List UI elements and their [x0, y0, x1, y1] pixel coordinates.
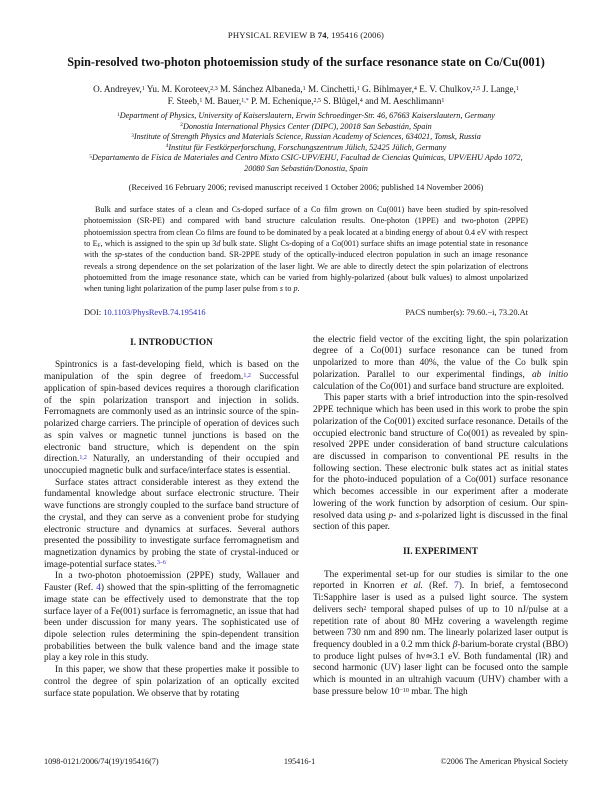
text-run: DOI:	[84, 307, 104, 317]
text-run: 1	[302, 85, 306, 92]
affiliation-4	[0, 143, 612, 154]
text-run: Surface states attract considerable interest as they extend the fundamental knowledge about surface electronic structure. Their wave functions are strongly coupled to the surface band structure of the crystal, and they can serve as a convenient probe for studying electronic structure and dynamics at surfaces. Several authors presented the possibility to investigate surface ferromagnetism and magnetization dynamics by probing the state of crystal-induced or image-potential surface states.	[44, 477, 299, 570]
text-run: G. Bihlmayer,	[359, 84, 414, 94]
text-run: 2	[180, 122, 183, 129]
text-run: s	[415, 510, 419, 521]
reference-link[interactable]: 1,2	[79, 454, 87, 461]
text-run: In a two-photon photoemission (2PPE) study, Wallauer and Fauster (Ref.	[44, 571, 299, 594]
text-run: 1	[515, 85, 519, 92]
text-run: 2	[363, 605, 367, 612]
author-list-line-2	[0, 95, 612, 107]
text-run: 1	[117, 111, 120, 118]
text-run: -barium-borate crystal (BBO) to produce light pulses of hν≃3.1 eV. Both fundamental (IR) and second harmonic (UV) laser light can be focused onto the sample which is mounted in an ultrahigh vacuum (UHV) chamber with a base pressure below 10	[313, 640, 568, 697]
text-run: In this paper, we show that these properties make it possible to control the degree of spin polarization of an optically excited surface state population. We observe that by rotating	[44, 665, 299, 699]
text-run: the electric field vector of the exciting light, the spin polarization degree of a Co(001) surface resonance can be tuned from unpolarized to more than 40%, the value of the Co bulk spin polarization. Parallel to our experimental findings,	[313, 334, 568, 380]
intro-paragraph-4	[44, 665, 299, 700]
text-run: Yu. M. Koroteev,	[144, 84, 211, 94]
text-run: The experimental set-up for our studies is similar to the one reported in Knorren	[313, 569, 568, 592]
text-run: M. Sánchez Albaneda,	[217, 84, 303, 94]
intro-paragraph-2	[44, 478, 299, 572]
text-run: PHYSICAL REVIEW B	[227, 30, 318, 40]
text-run: 3	[131, 132, 134, 139]
text-run: F	[97, 243, 101, 250]
text-run: F. Steeb,	[167, 96, 200, 106]
text-run: E. V. Chulkov,	[416, 84, 473, 94]
text-run: , 195416 (2006)	[326, 30, 385, 40]
reference-link[interactable]: 4	[96, 583, 101, 594]
copyright-notice: ©2006 The American Physical Society	[440, 757, 568, 766]
text-run: 1,	[241, 97, 246, 104]
text-run: Institute of Strength Physics and Materials Science, Russian Academy of Sciences, 634021, Tomsk, Russia	[133, 132, 481, 141]
text-run: 4	[165, 143, 169, 150]
text-run: Naturally, an understanding of their occupied and unoccupied magnetic bulk and surface/interface states is essential.	[44, 454, 299, 476]
text-run: M. Bauer,	[202, 96, 242, 106]
text-run: mbar. The high	[408, 686, 468, 697]
text-run: S. Blügel,	[321, 96, 360, 106]
text-run: , which is assigned to the spin up 3	[100, 239, 217, 249]
intro-paragraph-3	[44, 571, 299, 665]
text-run: d	[216, 239, 221, 249]
text-run: p	[388, 510, 394, 521]
issn-identifier: 1098-0121/2006/74(19)/195416(7)	[44, 757, 159, 766]
text-run: 1	[141, 85, 145, 92]
text-run: and M. Aeschlimann	[362, 96, 442, 106]
intro-paragraph-1	[44, 360, 299, 477]
text-run: temporal shaped pulses of up to 10 nJ/pulse at a repetition rate of about 80 MHz covering a wavelength regime between 730 nm and 890 nm. The linearly polarized laser output is frequency doubled in a 0.2 mm thick	[313, 604, 568, 650]
affiliation-1	[0, 111, 612, 122]
text-run: Department of Physics, University of Kaiserslautern, Erwin Schroedinger-Str. 46, 67663 Kaiserslautern, Germany	[119, 111, 495, 120]
text-run: 2,3	[210, 85, 218, 92]
text-run: -polarized light is discussed in the final section of this paper.	[313, 510, 568, 533]
text-run: ). In brief, a femtosecond Ti:Sapphire laser is used as a pulsed light source. The system delivers sech	[313, 581, 568, 615]
journal-header	[0, 30, 612, 40]
intro-paragraph-4-continuation	[313, 335, 568, 394]
page-footer	[44, 757, 568, 766]
section-heading-experiment: II. EXPERIMENT	[403, 546, 478, 557]
text-run: Successful application of spin-based devices requires a thorough clarification of the spin polarization transport and injection in solids. Ferromagnets are commonly used as an intrinsic source of the spin-polarized charge carriers. The principle of operation of devices such as spin valves or magnetic tunnel junctions is based on the electronic band structure, which is dependent on the spin direction.	[44, 372, 299, 465]
text-run: Donostia International Physics Center (DIPC), 20018 San Sebastián, Spain	[182, 121, 432, 131]
text-run: O. Andreyev,	[93, 84, 142, 94]
intro-paragraph-5	[313, 393, 568, 534]
text-run: 2,5	[472, 85, 481, 92]
abstract	[84, 204, 528, 295]
text-run: M. Cinchetti,	[305, 84, 357, 94]
text-run: (Ref.	[423, 581, 455, 592]
text-run: This paper starts with a brief introduction into the spin-resolved 2PPE technique which has been used in this work to probe the spin polarization of the Co(001) excited surface resonance. Details of the occupied electronic band structure of Co(001) as revealed by spin-resolved 2PPE under consideration of band structure calculations are discussed in comparison to conventional PE results in the following section. These electronic bulk states act as initial states for the photo-induced population of a Co(001) surface resonance which becomes accessible in our experiment after a moderate lowering of the work function by adsorption of cesium. Our spin-resolved data using	[313, 393, 568, 521]
body-columns	[44, 335, 568, 701]
doi-line	[84, 308, 206, 317]
text-run: 4	[359, 97, 363, 104]
text-run: 2,5	[313, 97, 321, 104]
affiliation-2	[0, 122, 612, 133]
reference-link[interactable]: 7	[454, 581, 459, 592]
section-heading-introduction: I. INTRODUCTION	[130, 337, 213, 348]
text-run: 1	[356, 85, 360, 92]
experiment-paragraph-1	[313, 570, 568, 699]
text-run: s	[279, 284, 284, 294]
reference-link[interactable]: 1,2	[243, 372, 251, 379]
text-run: bulk state. Slight Cs-doping of a Co(001) surface shifts an image potential state in resonance with the	[84, 239, 528, 260]
left-column	[44, 335, 299, 701]
text-run: β	[452, 640, 458, 650]
text-run: ab initio	[531, 369, 569, 380]
text-run: - and	[393, 510, 416, 521]
text-run: Bulk and surface states of a clean and Cs-doped surface of a Co film grown on Cu(001) have been studied by spin-resolved photoemission (SR-PE) and compared with band structure calculation results. One-photon (1PPE) and two-photon (2PPE) photoemission spectra from clean Co films are found to be dominated by a peak located at a binding energy of about 0.4 eV with respect to E	[84, 205, 528, 249]
text-run: calculation of the Co(001) and surface band structure are exploited.	[313, 381, 564, 392]
text-run: P. M. Echenique,	[248, 96, 314, 106]
text-run: 4	[413, 85, 417, 92]
text-run: Departamento de Física de Materiales and Centro Mixto CSIC-UPV/EHU, Facultad de Ciencias Químicas, UPV/EHU Apdo 1072,	[91, 153, 523, 162]
right-column	[313, 335, 568, 701]
text-run: 1	[441, 97, 445, 104]
text-run: 74	[317, 30, 327, 40]
text-run: Spintronics is a fast-developing field, which is based on the manipulation of the spin degree of freedom.	[44, 360, 299, 383]
text-run: ) showed that the spin-splitting of the ferromagnetic image state can be effectively used to demonstrate that the top surface layer of a Fe(001) surface is ferromagnetic, an issue that had been under discussion for many years. The sophisticated use of dipole selection rules determining the spin-dependent transition probabilities between the bulk valence band and the image state play a key role in this study.	[44, 583, 299, 664]
text-run: Institut für Festkörperforschung, Forschungszentrum Jülich, 52425 Jülich, Germany	[168, 142, 447, 152]
reference-link[interactable]: 3–6	[156, 560, 166, 567]
text-run: 5	[89, 153, 92, 160]
text-run: −10	[399, 687, 409, 694]
author-list	[0, 83, 612, 107]
paper-title: Spin-resolved two-photon photoemission study of the surface resonance state on Co/Cu(001)	[67, 55, 545, 69]
text-run: .	[297, 284, 300, 294]
text-run: to	[283, 284, 294, 294]
text-run: 20080 San Sebastián/Donostia, Spain	[244, 163, 368, 173]
pacs-numbers: PACS number(s): 79.60.−i, 73.20.At	[405, 307, 528, 317]
author-list-line-1	[0, 83, 612, 95]
affiliation-5-continued	[0, 164, 612, 175]
affiliation-5	[0, 153, 612, 164]
text-run: et al.	[400, 581, 423, 592]
doi-link[interactable]: 10.1103/PhysRevB.74.195416	[103, 307, 206, 317]
page-number: 195416-1	[283, 757, 316, 766]
affiliation-3	[0, 132, 612, 143]
doi-pacs-row	[84, 308, 528, 317]
received-dates: (Received 16 February 2006; revised manuscript received 1 October 2006; published 14 November 2006)	[128, 183, 484, 192]
affiliations	[0, 111, 612, 174]
text-run: 1	[199, 97, 203, 104]
text-run: -states of the conduction band. SR-2PPE study of the optically-induced electron population in such an image resonance reveals a strong dependence on the set polarization of the laser light. We are able to directly detect the spin polarization of electrons photoemitted from the image resonance state, which can be varied from highly-polarized (about bulk values) to almost unpolarized when tuning light polarization of the pump laser pulse from	[84, 250, 529, 294]
text-run: J. Lange,	[480, 84, 516, 94]
text-run: sp	[114, 250, 122, 260]
author-footnote-link[interactable]: *	[245, 97, 249, 104]
text-run: p	[293, 284, 298, 294]
